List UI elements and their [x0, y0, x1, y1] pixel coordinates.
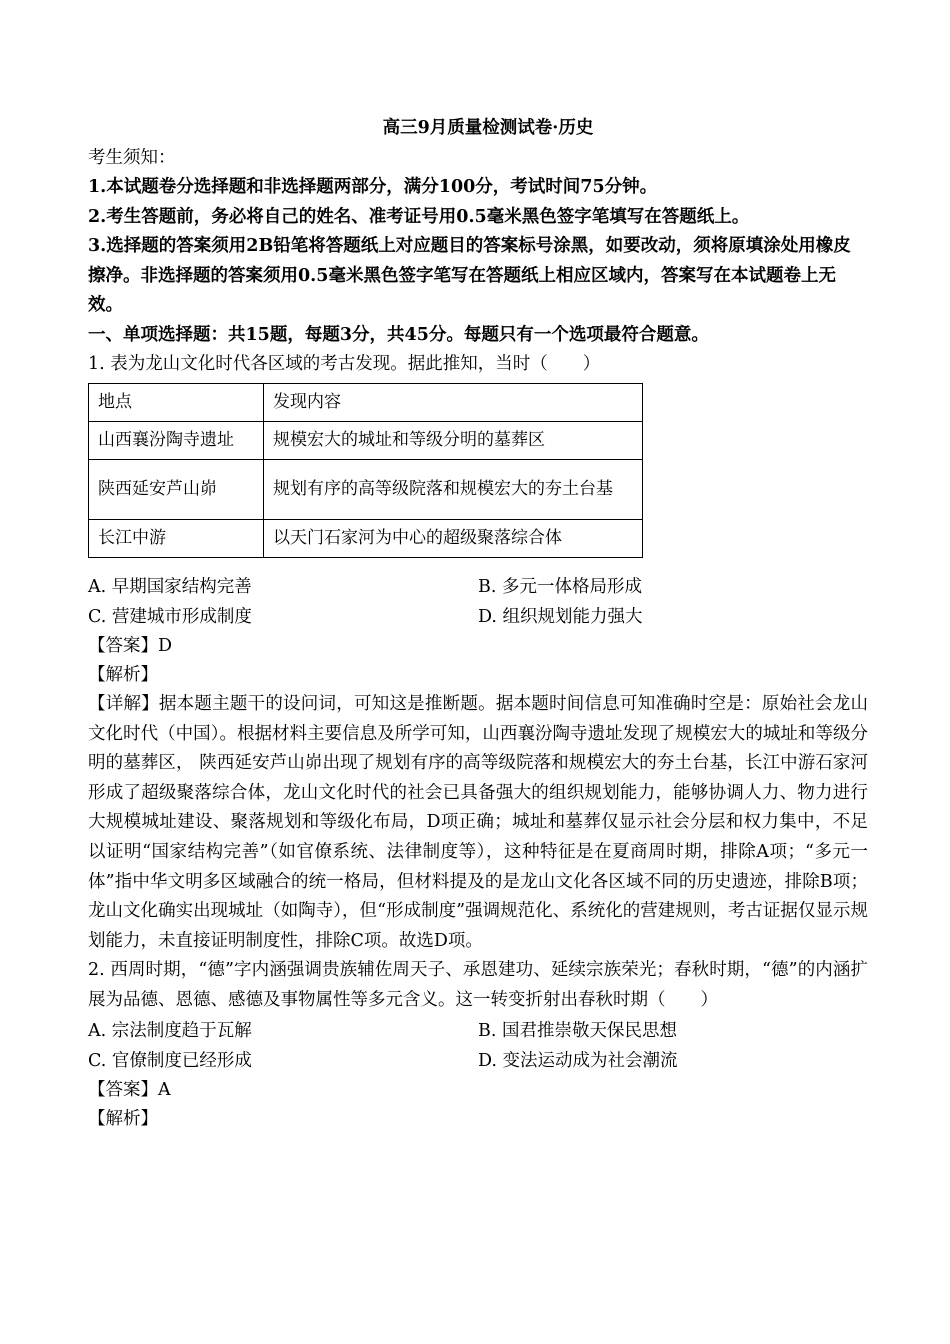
exam-page [88, 114, 868, 1134]
q1-option-a: A. 早期国家结构完善 [88, 577, 252, 597]
table-cell: 以天门石家河为中心的超级聚落综合体 [264, 520, 643, 558]
table-header-cell: 地点 [89, 384, 264, 422]
table-row [89, 520, 643, 558]
q1-table [88, 383, 643, 558]
q1-option-d: D. 组织规划能力强大 [478, 607, 643, 627]
table-cell: 规模宏大的城址和等级分明的墓葬区 [264, 422, 643, 460]
q2-option-b: B. 国君推崇敬天保民思想 [478, 1020, 677, 1041]
q1-answer: 【答案】D [88, 636, 173, 656]
notice-item-2: 2.考生答题前，务必将自己的姓名、准考证号用0.5毫米黑色签字笔填写在答题纸上。 [88, 206, 750, 227]
table-row [89, 422, 643, 460]
table-cell: 规划有序的高等级院落和规模宏大的夯土台基 [264, 460, 643, 520]
page-title: 高三9月质量检测试卷·历史 [382, 118, 594, 138]
q2-stem: 2. 西周时期，“德”字内涵强调贵族辅佐周天子、承恩建功、延续宗族荣光；春秋时期，“德”的内涵扩展为品德、恩德、感德及事物属性等多元含义。这一转变折射出春秋时期（ ） [88, 960, 868, 1010]
q2-option-a: A. 宗法制度趋于瓦解 [88, 1020, 252, 1041]
q1-options [88, 572, 868, 632]
q1-analysis-label: 【解析】 [88, 665, 158, 685]
q2-option-d: D. 变法运动成为社会潮流 [478, 1050, 678, 1071]
q1-detail: 【详解】据本题主题干的设问词，可知这是推断题。据本题时间信息可知准确时空是：原始社会龙山文化时代（中国）。根据材料主要信息及所学可知，山西襄汾陶寺遗址发现了规模宏大的城址和等级分明的墓葬区， 陕西延安芦山峁出现了规划有序的高等级院落和规模宏大的夯土台基，长江中游石家河形成了超级聚落综合体，龙山文化时代的社会已具备强大的组织规划能力，能够协调人力、物力进行大规模城址建设、聚落规划和等级化布局，D项正确；城址和墓葬仅显示社会分层和权力集中，不足以证明“国家结构完善”（如官僚系统、法律制度等），这种特征是在夏商周时期，排除A项；“多元一体”指中华文明多区域融合的统一格局，但材料提及的是龙山文化各区域不同的历史遗迹，排除B项；龙山文化确实出现城址（如陶寺），但“形成制度”强调规范化、系统化的营建规则，考古证据仅显示规划能力，未直接证明制度性，排除C项。故选D项。 [88, 694, 868, 951]
q1-option-c: C. 营建城市形成制度 [88, 607, 252, 627]
notice-heading: 考生须知： [88, 148, 176, 168]
q2-option-c: C. 官僚制度已经形成 [88, 1050, 252, 1071]
q2-options [88, 1016, 868, 1076]
table-cell: 长江中游 [89, 520, 264, 558]
table-header-cell: 发现内容 [264, 384, 643, 422]
q1-option-b: B. 多元一体格局形成 [478, 577, 642, 597]
q2-answer: 【答案】A [88, 1079, 171, 1100]
table-header-row [89, 384, 643, 422]
q1-stem: 1. 表为龙山文化时代各区域的考古发现。据此推知，当时（ ） [88, 354, 601, 374]
table-cell: 陕西延安芦山峁 [89, 460, 264, 520]
notice-item-1: 1.本试题卷分选择题和非选择题两部分，满分100分，考试时间75分钟。 [88, 177, 658, 197]
section-heading: 一、单项选择题：共15题，每题3分，共45分。每题只有一个选项最符合题意。 [88, 324, 709, 345]
q2-analysis-label: 【解析】 [88, 1108, 158, 1129]
table-cell: 山西襄汾陶寺遗址 [89, 422, 264, 460]
notice-item-3: 3.选择题的答案须用2B铅笔将答题纸上对应题目的答案标号涂黑，如要改动，须将原填涂处用橡皮擦净。非选择题的答案须用0.5毫米黑色签字笔写在答题纸上相应区域内，答案写在本试题卷上无效。 [88, 236, 851, 315]
table-row [89, 460, 643, 520]
